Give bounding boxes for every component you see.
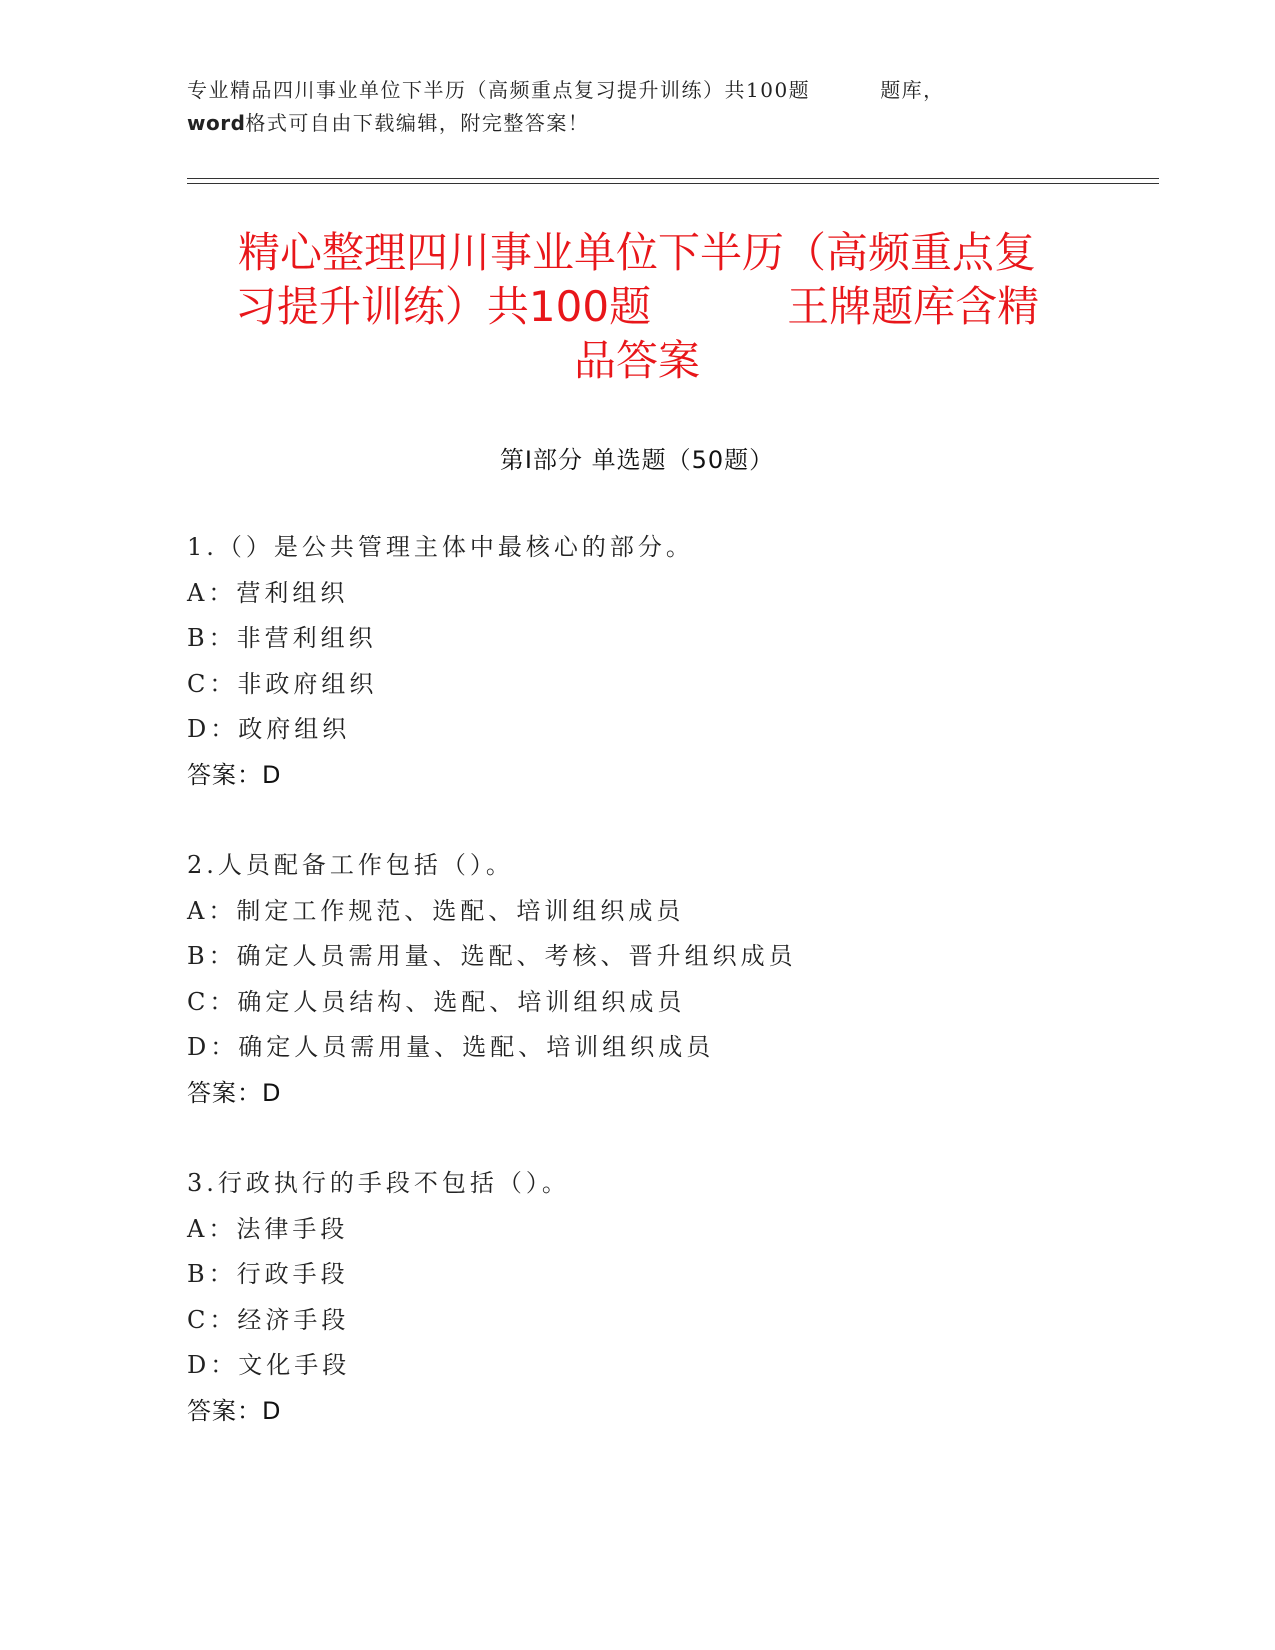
- title-line-1: 精心整理四川事业单位下半历（高频重点复: [237, 228, 1036, 277]
- option-d: D：文化手段: [187, 1351, 351, 1379]
- section-title: 第Ⅰ部分 单选题（50题）: [499, 446, 775, 474]
- option-c: C：经济手段: [187, 1305, 350, 1334]
- question-stem: 3.行政执行的手段不包括（）。: [187, 1169, 570, 1197]
- page-header: [187, 74, 1067, 140]
- header-divider-bottom: [187, 183, 1159, 184]
- title-line-3: 品答案: [573, 336, 700, 385]
- header-word: word: [187, 111, 246, 135]
- answer: 答案：D: [187, 760, 282, 789]
- option-b: B：行政手段: [187, 1260, 349, 1288]
- answer: 答案：D: [187, 1396, 282, 1425]
- option-c: C：确定人员结构、选配、培训组织成员: [187, 987, 686, 1016]
- header-line-1: [187, 74, 1067, 107]
- title-line-2-left: 习提升训练）共100题: [234, 282, 652, 331]
- title-line-2-right: 王牌题库含精: [787, 282, 1040, 331]
- header-line-2: [187, 107, 1067, 140]
- option-a: A：制定工作规范、选配、培训组织成员: [187, 896, 685, 925]
- option-c: C：非政府组织: [187, 669, 378, 698]
- question-list: [187, 525, 1137, 1479]
- option-b: B：确定人员需用量、选配、考核、晋升组织成员: [187, 942, 797, 970]
- header-text-rest: 格式可自由下载编辑，附完整答案！: [245, 111, 590, 135]
- question-3: [187, 1161, 1137, 1434]
- question-stem: 2.人员配备工作包括（）。: [187, 851, 514, 879]
- header-divider-top: [187, 178, 1159, 179]
- header-text-right: 题库，: [880, 78, 945, 102]
- option-b: B：非营利组织: [187, 624, 377, 652]
- answer: 答案：D: [187, 1078, 282, 1107]
- option-a: A：法律手段: [187, 1214, 349, 1243]
- question-2: [187, 843, 1137, 1116]
- option-d: D：确定人员需用量、选配、培训组织成员: [187, 1033, 715, 1061]
- title-line-2: [187, 280, 1087, 334]
- header-text-left: 专业精品四川事业单位下半历（高频重点复习提升训练）共100题: [187, 78, 811, 102]
- option-a: A：营利组织: [187, 578, 349, 607]
- option-d: D：政府组织: [187, 715, 351, 743]
- question-1: [187, 525, 1137, 798]
- question-stem: 1.（）是公共管理主体中最核心的部分。: [187, 533, 694, 561]
- document-title: [187, 226, 1087, 388]
